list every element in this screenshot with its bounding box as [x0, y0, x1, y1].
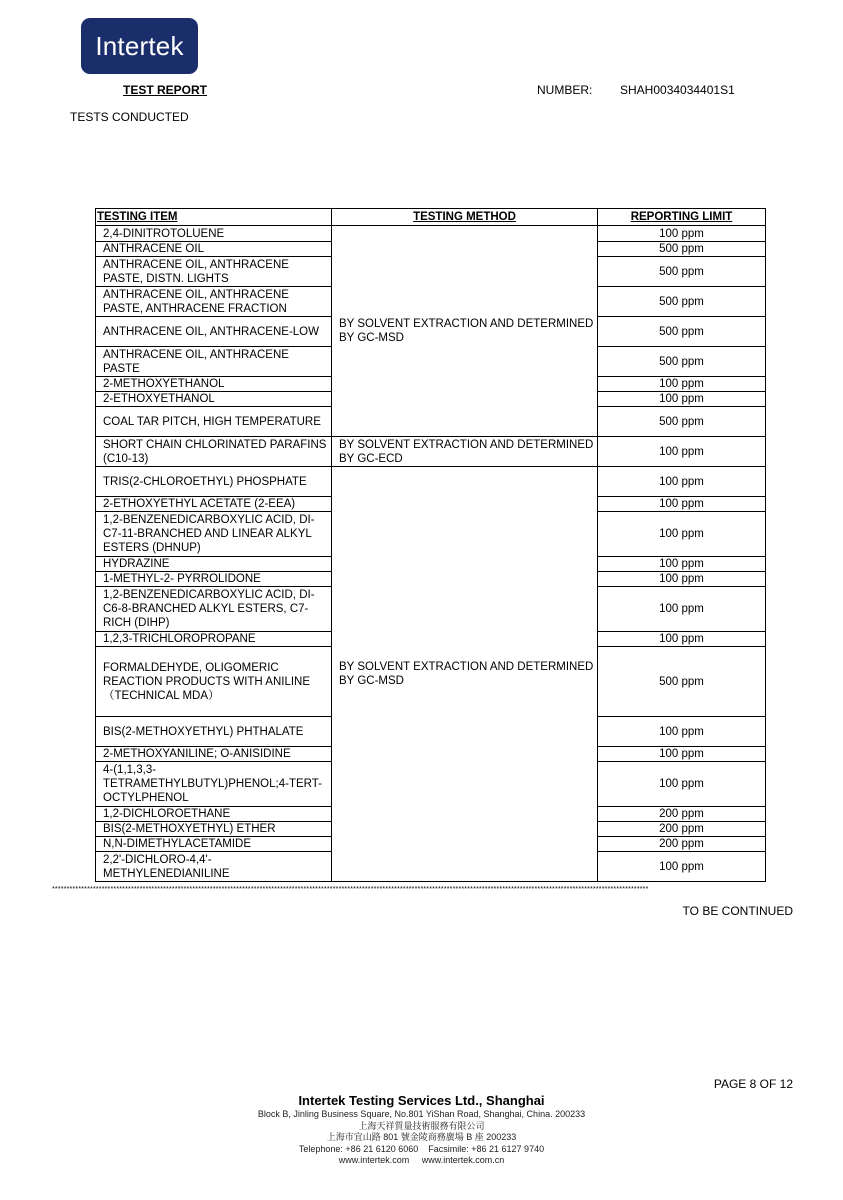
testing-method: BY SOLVENT EXTRACTION AND DETERMINED BY GC-ECD	[332, 437, 598, 467]
testing-item: ANTHRACENE OIL	[96, 242, 332, 257]
report-number-label: NUMBER:	[537, 83, 593, 97]
testing-item: SHORT CHAIN CHLORINATED PARAFINS (C10-13)	[96, 437, 332, 467]
reporting-limit: 100 ppm	[598, 587, 766, 632]
testing-item: ANTHRACENE OIL, ANTHRACENE-LOW	[96, 317, 332, 347]
reporting-limit: 100 ppm	[598, 497, 766, 512]
reporting-limit: 100 ppm	[598, 632, 766, 647]
reporting-limit: 100 ppm	[598, 747, 766, 762]
reporting-limit: 100 ppm	[598, 512, 766, 557]
footer-web: www.intertek.com www.intertek.com.cn	[338, 1155, 505, 1165]
testing-item: 1,2-DICHLOROETHANE	[96, 807, 332, 822]
header-testing-item: TESTING ITEM	[96, 209, 332, 226]
testing-method: BY SOLVENT EXTRACTION AND DETERMINED BY GC-MSD	[332, 467, 598, 882]
reporting-limit: 100 ppm	[598, 852, 766, 882]
reporting-limit: 500 ppm	[598, 242, 766, 257]
header-reporting-limit: REPORTING LIMIT	[598, 209, 766, 226]
reporting-limit: 200 ppm	[598, 807, 766, 822]
report-number-value: SHAH0034034401S1	[620, 83, 735, 97]
footer-address: Block B, Jinling Business Square, No.801 YiShan Road, Shanghai, China. 200233	[257, 1109, 586, 1119]
report-title: TEST REPORT	[123, 83, 208, 97]
testing-item: 1,2,3-TRICHLOROPROPANE	[96, 632, 332, 647]
table-row	[96, 437, 766, 467]
page-number: PAGE 8 OF 12	[713, 1077, 793, 1091]
reporting-limit: 100 ppm	[598, 226, 766, 242]
testing-item: TRIS(2-CHLOROETHYL) PHOSPHATE	[96, 467, 332, 497]
reporting-limit: 500 ppm	[598, 287, 766, 317]
testing-item: 1,2-BENZENEDICARBOXYLIC ACID, DI-C7-11-BRANCHED AND LINEAR ALKYL ESTERS (DHNUP)	[96, 512, 332, 557]
header-testing-method: TESTING METHOD	[332, 209, 598, 226]
reporting-limit: 500 ppm	[598, 647, 766, 717]
section-title: TESTS CONDUCTED	[70, 110, 189, 124]
reporting-limit: 200 ppm	[598, 837, 766, 852]
testing-item: COAL TAR PITCH, HIGH TEMPERATURE	[96, 407, 332, 437]
testing-item: BIS(2-METHOXYETHYL) ETHER	[96, 822, 332, 837]
testing-item: 2-METHOXYETHANOL	[96, 377, 332, 392]
to-be-continued: TO BE CONTINUED	[682, 904, 793, 918]
reporting-limit: 100 ppm	[598, 762, 766, 807]
testing-item: ANTHRACENE OIL, ANTHRACENE PASTE	[96, 347, 332, 377]
testing-method: BY SOLVENT EXTRACTION AND DETERMINED BY GC-MSD	[332, 226, 598, 437]
testing-item: 4-(1,1,3,3-TETRAMETHYLBUTYL)PHENOL;4-TERT-OCTYLPHENOL	[96, 762, 332, 807]
testing-item: 1,2-BENZENEDICARBOXYLIC ACID, DI-C6-8-BRANCHED ALKYL ESTERS, C7-RICH (DIHP)	[96, 587, 332, 632]
reporting-limit: 500 ppm	[598, 257, 766, 287]
testing-item: N,N-DIMETHYLACETAMIDE	[96, 837, 332, 852]
reporting-limit: 100 ppm	[598, 377, 766, 392]
intertek-logo: Intertek	[81, 18, 198, 74]
testing-item: 2-ETHOXYETHYL ACETATE (2-EEA)	[96, 497, 332, 512]
table-header-row	[96, 209, 766, 226]
footer-chinese-address: 上海市宜山路 801 號金陵商務廣場 B 座 200233	[326, 1132, 517, 1142]
testing-item: 2-METHOXYANILINE; O-ANISIDINE	[96, 747, 332, 762]
footer-chinese-name: 上海天祥質量技術服務有限公司	[358, 1120, 485, 1131]
test-results-table	[95, 208, 766, 882]
reporting-limit: 100 ppm	[598, 437, 766, 467]
reporting-limit: 200 ppm	[598, 822, 766, 837]
testing-item: ANTHRACENE OIL, ANTHRACENE PASTE, DISTN. LIGHTS	[96, 257, 332, 287]
footer-company: Intertek Testing Services Ltd., Shanghai	[298, 1093, 545, 1108]
testing-item: HYDRAZINE	[96, 557, 332, 572]
footer-phone: Telephone: +86 21 6120 6060 Facsimile: +86 21 6127 9740	[298, 1143, 545, 1154]
separator-line: ************************************************************************************************************************************************************************************************************	[52, 886, 649, 893]
testing-item: 2,4-DINITROTOLUENE	[96, 226, 332, 242]
footer	[0, 1093, 843, 1167]
reporting-limit: 100 ppm	[598, 717, 766, 747]
table-row	[96, 226, 766, 242]
reporting-limit: 500 ppm	[598, 347, 766, 377]
reporting-limit: 100 ppm	[598, 467, 766, 497]
table-row	[96, 467, 766, 497]
testing-item: ANTHRACENE OIL, ANTHRACENE PASTE, ANTHRACENE FRACTION	[96, 287, 332, 317]
testing-item: BIS(2-METHOXYETHYL) PHTHALATE	[96, 717, 332, 747]
reporting-limit: 100 ppm	[598, 392, 766, 407]
reporting-limit: 500 ppm	[598, 407, 766, 437]
testing-item: 1-METHYL-2- PYRROLIDONE	[96, 572, 332, 587]
reporting-limit: 100 ppm	[598, 557, 766, 572]
reporting-limit: 100 ppm	[598, 572, 766, 587]
reporting-limit: 500 ppm	[598, 317, 766, 347]
testing-item: 2-ETHOXYETHANOL	[96, 392, 332, 407]
testing-item: FORMALDEHYDE, OLIGOMERIC REACTION PRODUCTS WITH ANILINE（TECHNICAL MDA）	[96, 647, 332, 717]
testing-item: 2,2'-DICHLORO-4,4'-METHYLENEDIANILINE	[96, 852, 332, 882]
